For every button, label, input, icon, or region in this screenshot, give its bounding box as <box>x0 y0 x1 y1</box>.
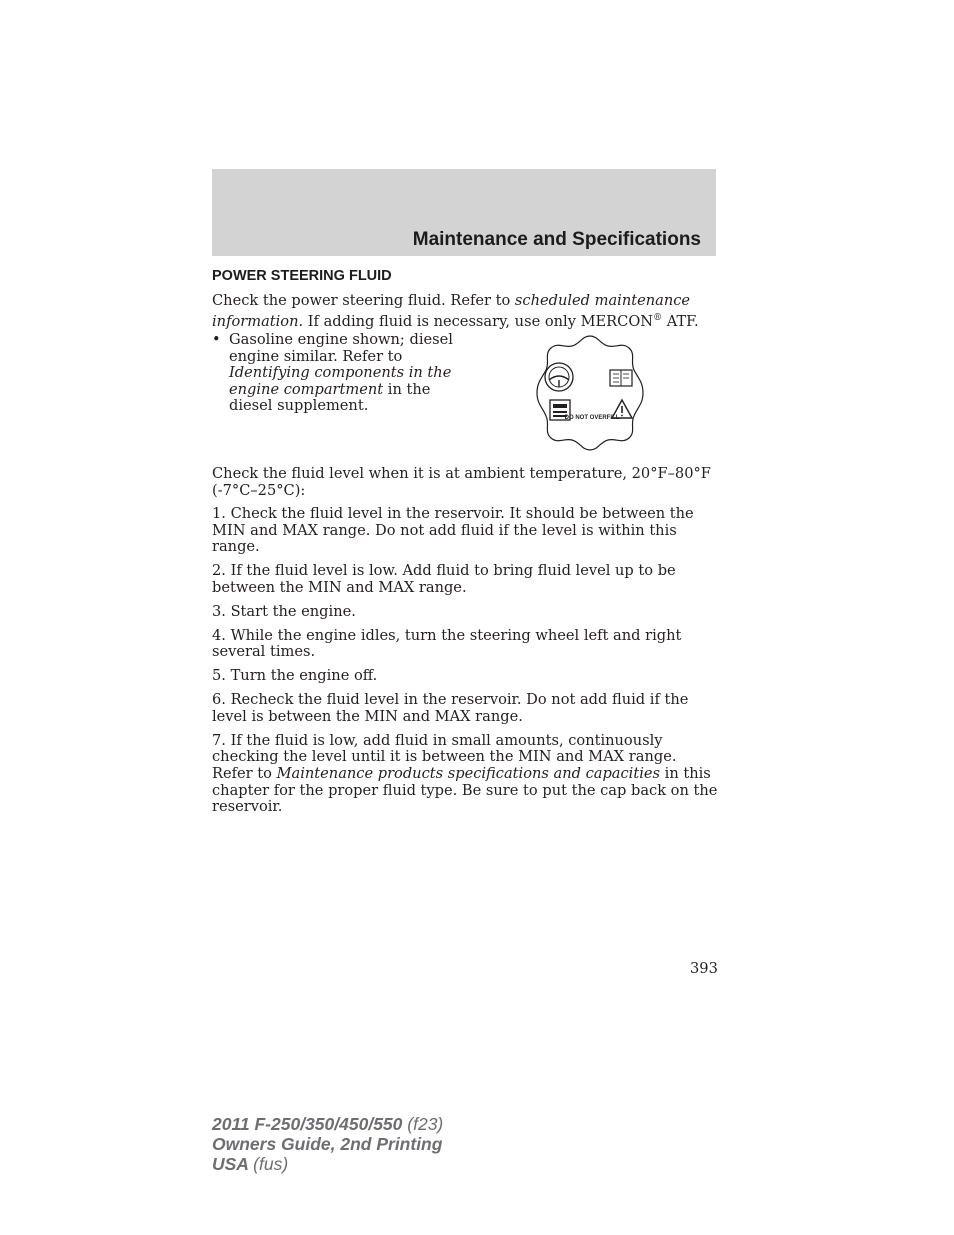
step-7: 7. If the fluid is low, add fluid in small amounts, continuously checking the level until it is between the MIN and MAX range. Refer to Maintenance products specifications and capacities in this chapter for the proper fluid type. Be sure to put the cap back on the reservoir. <box>212 731 718 816</box>
step-4: 4. While the engine idles, turn the steering wheel left and right several times. <box>212 626 682 661</box>
engine-compartment-reference: Identifying components in the engine compartment <box>229 364 452 398</box>
footer-line-3: USA (fus) <box>212 1154 289 1174</box>
chapter-title: Maintenance and Specifications <box>412 229 701 250</box>
scheduled-maintenance-reference: scheduled maintenance information. <box>212 292 691 330</box>
step-1: 1. Check the fluid level in the reservoir. It should be between the MIN and MAX range. Do not add fluid if the level is within this range. <box>212 505 694 556</box>
footer-line-1: 2011 F-250/350/450/550 (f23) <box>212 1114 444 1134</box>
step-3: 3. Start the engine. <box>212 602 356 620</box>
chapter-header-band <box>212 169 716 256</box>
document-footer <box>212 1114 443 1174</box>
power-steering-cap-figure <box>536 334 644 452</box>
footer-line-2: Owners Guide, 2nd Printing <box>212 1134 443 1154</box>
step-2: 2. If the fluid level is low. Add fluid to bring fluid level up to be between the MIN and MAX range. <box>212 562 676 596</box>
bullet-symbol: • <box>212 331 221 348</box>
cap-text: DO NOT OVERFILL <box>564 415 620 421</box>
page-number: 393 <box>690 960 718 977</box>
cap-outline <box>537 336 643 450</box>
procedure-steps <box>212 506 720 823</box>
cap-illustration <box>536 334 644 452</box>
bullet-item: • Gasoline engine shown; diesel engine similar. Refer to Identifying components in the engine compartment in the diesel supplement. <box>212 331 453 415</box>
intro-paragraph: Check the power steering fluid. Refer to scheduled maintenance information. If adding fluid is necessary, use only MERCON® ATF. <box>212 292 699 330</box>
ambient-temperature-paragraph: Check the fluid level when it is at ambient temperature, 20°F–80°F (-7°C–25°C): <box>212 465 711 499</box>
maintenance-products-reference: Maintenance products specifications and capacities <box>276 765 661 783</box>
step-6: 6. Recheck the fluid level in the reservoir. Do not add fluid if the level is between the MIN and MAX range. <box>212 691 689 725</box>
section-heading: POWER STEERING FLUID <box>212 268 392 284</box>
step-5: 5. Turn the engine off. <box>212 667 378 685</box>
